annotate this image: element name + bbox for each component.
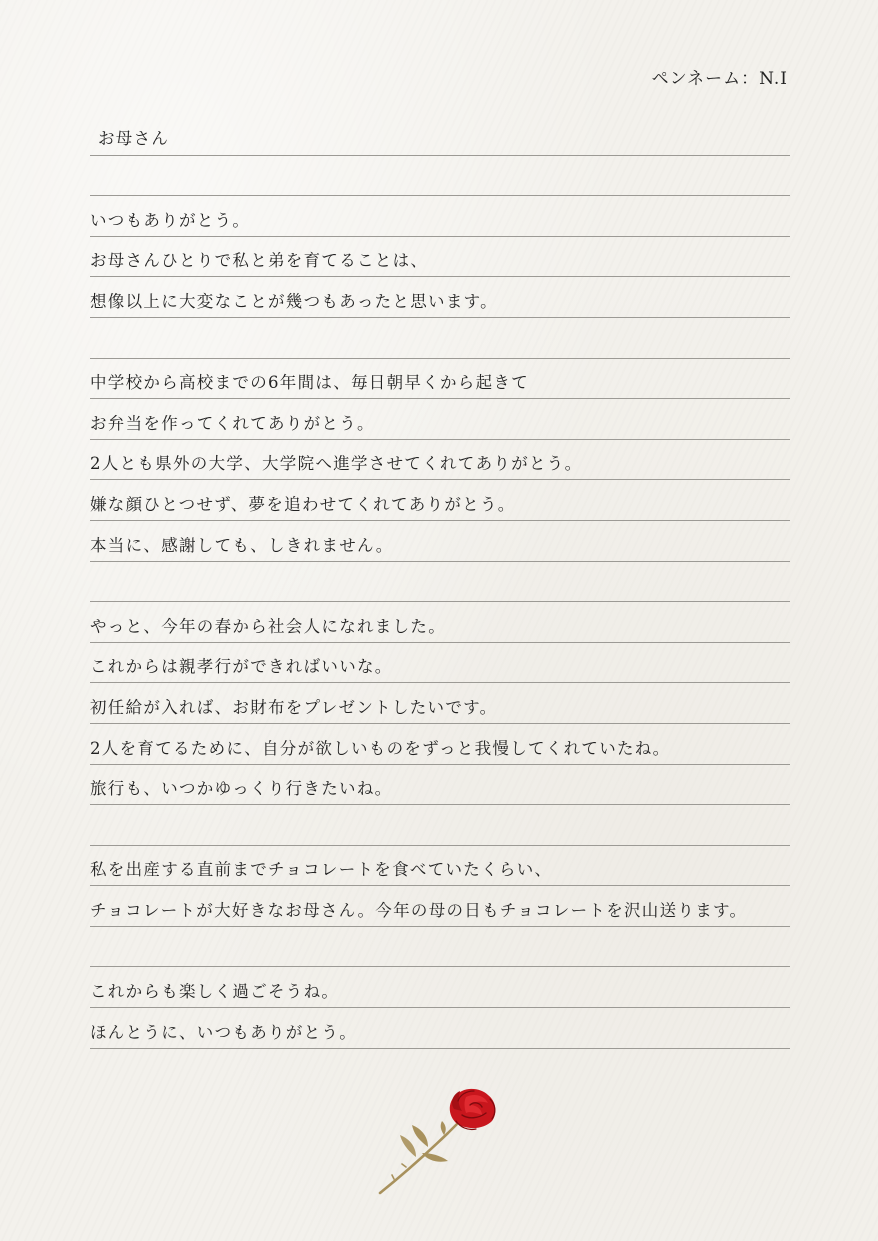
letter-body bbox=[90, 115, 790, 1049]
salutation-line bbox=[90, 115, 790, 156]
letter-line-text: 初任給が入れば、お財布をプレゼントしたいです。 bbox=[90, 697, 498, 717]
letter-line-text: 本当に、感謝しても、しきれません。 bbox=[90, 535, 394, 555]
letter-line bbox=[90, 724, 790, 765]
letter-line bbox=[90, 602, 790, 643]
letter-line bbox=[90, 359, 790, 400]
letter-line-text: 2人とも県外の大学、大学院へ進学させてくれてありがとう。 bbox=[90, 454, 583, 474]
letter-line-text: これからは親孝行ができればいいな。 bbox=[90, 657, 393, 677]
letter-line bbox=[90, 318, 790, 359]
letter-line bbox=[90, 765, 790, 806]
letter-line bbox=[90, 805, 790, 846]
letter-line-text: ほんとうに、いつもありがとう。 bbox=[90, 1022, 357, 1042]
letter-line bbox=[90, 521, 790, 562]
pen-name: ペンネーム：N.I bbox=[651, 69, 788, 89]
letter-line bbox=[90, 196, 790, 237]
letter-line bbox=[90, 480, 790, 521]
letter-line bbox=[90, 399, 790, 440]
letter-line bbox=[90, 967, 790, 1008]
letter-line-text: 中学校から高校までの6年間は、毎日朝早くから起きて bbox=[90, 373, 529, 393]
letter-line bbox=[90, 846, 790, 887]
letter-line-text: やっと、今年の春から社会人になれました。 bbox=[90, 616, 446, 636]
letter-line bbox=[90, 643, 790, 684]
letter-line bbox=[90, 440, 790, 481]
letter-line bbox=[90, 277, 790, 318]
rose-stem bbox=[380, 1119, 462, 1193]
letter-line bbox=[90, 1008, 790, 1049]
letter-line bbox=[90, 562, 790, 603]
letter-line bbox=[90, 683, 790, 724]
letter-line-text: 2人を育てるために、自分が欲しいものをずっと我慢してくれていたね。 bbox=[90, 738, 671, 758]
letter-line-text: お母さんひとりで私と弟を育てることは、 bbox=[90, 251, 429, 271]
letter-line-text: いつもありがとう。 bbox=[90, 210, 251, 230]
letter-line-text: 嫌な顔ひとつせず、夢を追わせてくれてありがとう。 bbox=[90, 494, 516, 514]
salutation: お母さん bbox=[98, 128, 170, 148]
letter-line-text: 私を出産する直前までチョコレートを食べていたくらい、 bbox=[90, 860, 553, 880]
letter-line-text: これからも楽しく過ごそうね。 bbox=[90, 982, 340, 1002]
letter-line bbox=[90, 927, 790, 968]
letter-line bbox=[90, 237, 790, 278]
letter-line-text: 想像以上に大変なことが幾つもあったと思います。 bbox=[90, 291, 498, 311]
letter-line-text: チョコレートが大好きなお母さん。今年の母の日もチョコレートを沢山送ります。 bbox=[90, 900, 748, 920]
letter-line-text: 旅行も、いつかゆっくり行きたいね。 bbox=[90, 779, 393, 799]
letter-line bbox=[90, 886, 790, 927]
letter-line bbox=[90, 156, 790, 197]
letter-line-text: お弁当を作ってくれてありがとう。 bbox=[90, 413, 375, 433]
rose-icon bbox=[370, 1083, 510, 1198]
